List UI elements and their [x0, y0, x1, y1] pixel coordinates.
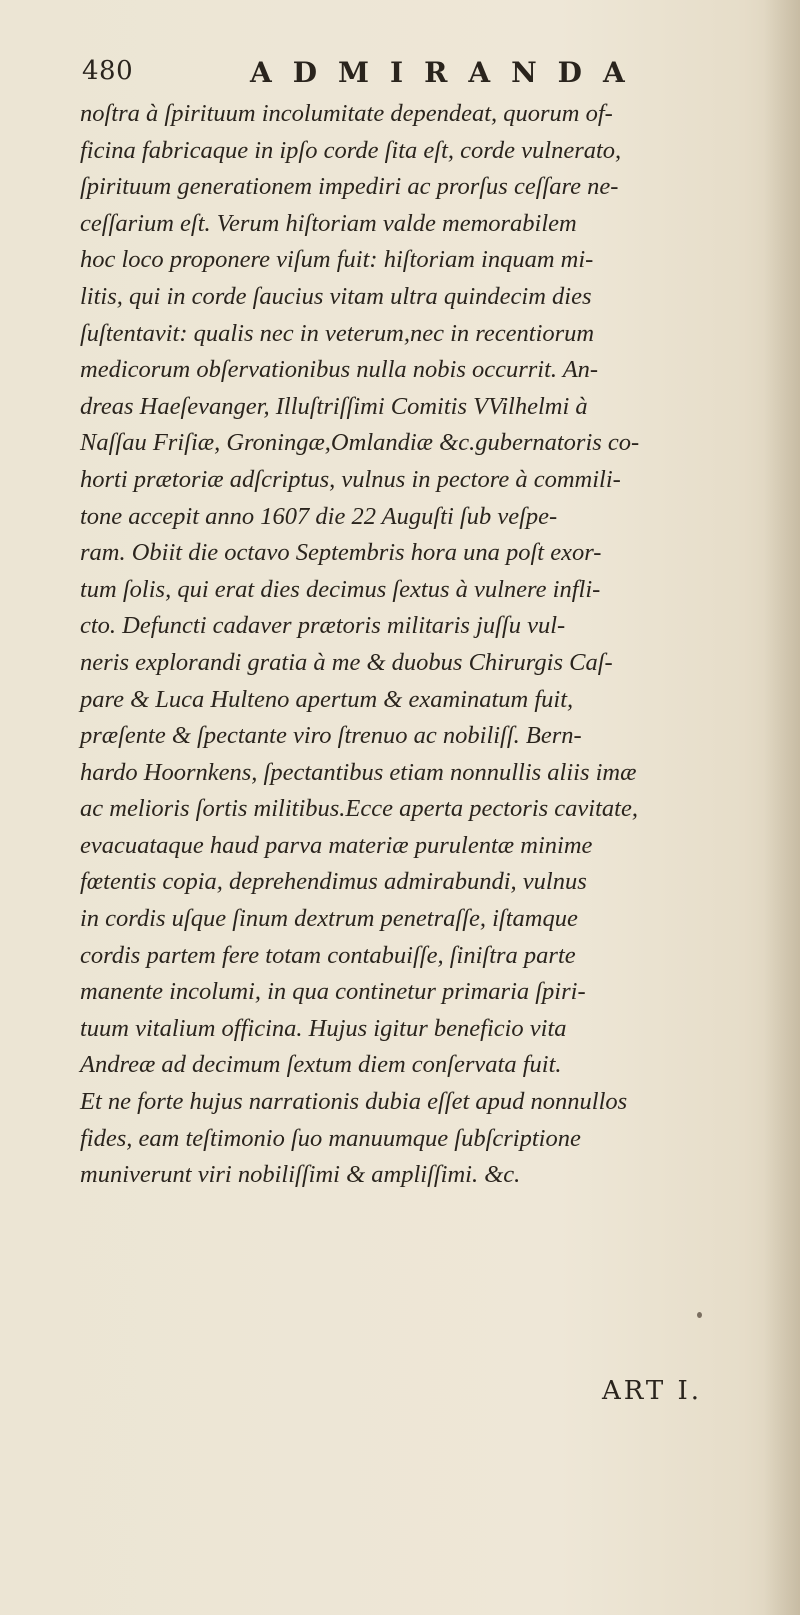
running-title: ADMIRANDA — [250, 56, 646, 89]
text-line: præſente & ſpectante viro ſtrenuo ac nobiliſſ. Bern- — [80, 722, 582, 750]
text-line: pare & Luca Hulteno apertum & examinatum fuit, — [80, 685, 574, 713]
text-line: noſtra à ſpirituum incolumitate dependeat, quorum of- — [80, 100, 613, 127]
text-line: medicorum obſervationibus nulla nobis occurrit. An- — [80, 356, 599, 384]
text-line: in cordis uſque ſinum dextrum penetraſſe, iſtamque — [80, 905, 578, 933]
page-header — [82, 54, 762, 94]
text-line: tone accepit anno 1607 die 22 Auguſti ſub veſpe- — [80, 502, 558, 530]
text-line: dreas Haeſevanger, Illuſtriſſimi Comitis VVilhelmi à — [80, 392, 588, 420]
text-line: manente incolumi, in qua continetur primaria ſpiri- — [80, 978, 586, 1006]
text-line: hoc loco proponere viſum fuit: hiſtoriam inquam mi- — [80, 246, 594, 274]
text-line: fides, eam teſtimonio ſuo manuumque ſubſcriptione — [80, 1124, 581, 1152]
text-line: tuum vitalium officina. Hujus igitur beneficio vita — [80, 1014, 567, 1042]
ink-spot — [697, 1312, 702, 1318]
text-line: fœtentis copia, deprehendimus admirabundi, vulnus — [80, 868, 587, 896]
text-line: Naſſau Friſiæ, Groningæ,Omlandiæ &c.gubernatoris co- — [80, 429, 640, 457]
text-line: hardo Hoornkens, ſpectantibus etiam nonnullis aliis imæ — [80, 758, 637, 786]
text-line: cto. Defuncti cadaver prætoris militaris juſſu vul- — [80, 612, 566, 640]
text-line: neris explorandi gratia à me & duobus Chirurgis Caſ- — [80, 648, 613, 676]
text-line: horti prætoriæ adſcriptus, vulnus in pectore à commili- — [80, 465, 621, 493]
text-line: Andreæ ad decimum ſextum diem conſervata fuit. — [80, 1051, 562, 1079]
text-line: litis, qui in corde ſaucius vitam ultra quindecim dies — [80, 282, 592, 310]
body-text — [80, 96, 780, 1194]
text-line: Et ne forte hujus narrationis dubia eſſet apud nonnullos — [80, 1088, 628, 1116]
text-line: ſpirituum generationem impediri ac prorſus ceſſare ne- — [80, 173, 619, 201]
text-line: evacuataque haud parva materiæ purulentæ minime — [80, 831, 593, 859]
text-line: ram. Obiit die octavo Septembris hora una poſt exor- — [80, 539, 602, 567]
text-line: ac melioris ſortis militibus.Ecce aperta pectoris cavitate, — [80, 795, 638, 823]
text-line: ceſſarium eſt. Verum hiſtoriam valde memorabilem — [80, 209, 577, 237]
catchword: ART I. — [602, 1376, 703, 1406]
text-line: ſuſtentavit: qualis nec in veterum,nec in recentiorum — [80, 319, 595, 347]
text-line: cordis partem fere totam contabuiſſe, ſiniſtra parte — [80, 941, 576, 969]
text-line: muniverunt viri nobiliſſimi & ampliſſimi. &c. — [80, 1161, 521, 1189]
text-line: tum ſolis, qui erat dies decimus ſextus à vulnere infli- — [80, 575, 601, 603]
page-number: 480 — [82, 56, 134, 86]
text-line: ficina fabricaque in ipſo corde ſita eſt, corde vulnerato, — [80, 136, 622, 164]
